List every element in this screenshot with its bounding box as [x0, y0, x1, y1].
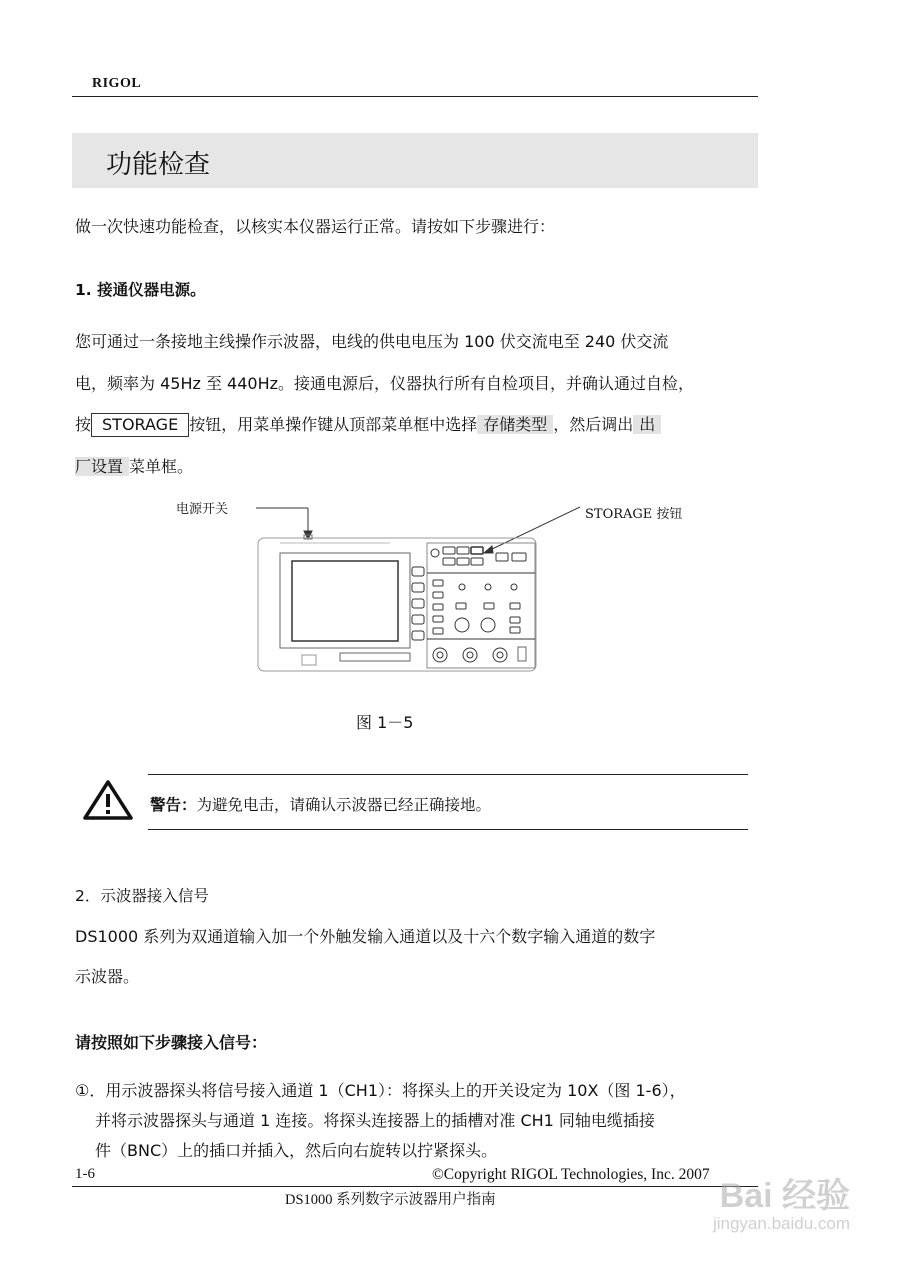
- menu-factory-part-b: 厂设置: [75, 457, 129, 476]
- step2-item1-line2: 并将示波器探头与通道 1 连接。将探头连接器上的插槽对准 CH1 同轴电缆插接: [95, 1111, 655, 1130]
- ch2-bnc: [463, 648, 477, 662]
- oscilloscope-figure: [240, 495, 590, 680]
- brand-header: RIGOL: [92, 76, 142, 91]
- step2-item1-line3: 件（BNC）上的插口并插入，然后向右旋转以拧紧探头。: [95, 1141, 498, 1160]
- watermark-brand: Bai 经验: [719, 1177, 850, 1215]
- warning-message: 为避免电击，请确认示波器已经正确接地。: [196, 796, 492, 814]
- warning-rule-bottom: [148, 829, 748, 830]
- label-power-switch: 电源开关: [176, 502, 229, 517]
- copyright: ©Copyright RIGOL Technologies, Inc. 2007: [432, 1166, 710, 1183]
- warning-text: [150, 793, 491, 815]
- step2-line1: DS1000 系列为双通道输入加一个外触发输入通道以及十六个数字输入通道的数字: [75, 927, 656, 946]
- step1-line3-b: 按钮，用菜单操作键从顶部菜单框中选择: [189, 415, 478, 434]
- digital-port: [340, 653, 410, 661]
- guide-title: DS1000 系列数字示波器用户指南: [285, 1192, 496, 1208]
- step2-heading: 2．示波器接入信号: [75, 887, 209, 905]
- step1-line3-c: ，然后调出: [553, 415, 634, 434]
- label-storage-button: STORAGE 按钮: [585, 507, 683, 522]
- figure-caption: 图 1－5: [356, 713, 414, 732]
- step1-line1: 您可通过一条接地主线操作示波器，电线的供电电压为 100 伏交流电至 240 伏交流: [75, 332, 669, 351]
- footer-rule: [72, 1186, 758, 1187]
- step2-subheading: 请按照如下步骤接入信号：: [75, 1033, 268, 1052]
- step1-line4: [75, 448, 765, 486]
- storage-callout-line: [488, 507, 580, 551]
- step1-line3: [75, 406, 765, 444]
- watermark: [712, 1168, 850, 1233]
- step1-line4-b: 菜单框。: [129, 457, 194, 476]
- watermark-url: jingyan.baidu.com: [712, 1214, 850, 1233]
- ext-trig-bnc: [493, 648, 507, 662]
- scope-screen: [292, 561, 398, 641]
- step1-heading: 1. 接通仪器电源。: [75, 281, 206, 299]
- storage-key: [471, 547, 483, 554]
- storage-button-label: STORAGE: [91, 413, 189, 437]
- header-rule: [72, 96, 758, 97]
- warning-rule-top: [148, 774, 748, 775]
- ch1-bnc: [433, 648, 447, 662]
- scope-screen-bezel: [280, 553, 410, 648]
- menu-factory-part-a: 出: [633, 415, 661, 434]
- storage-callout-arrowhead: [484, 546, 493, 553]
- page-number: 1-6: [75, 1166, 95, 1182]
- step2-line2: 示波器。: [75, 967, 140, 986]
- step1-line3-a: 按: [75, 415, 92, 434]
- step2-item1-line1: ①．用示波器探头将信号接入通道 1（CH1）：将探头上的开关设定为 10X（图 1-6），: [75, 1081, 686, 1100]
- warning-icon: [82, 779, 134, 821]
- warning-label: 警告：: [150, 796, 197, 814]
- step1-line2: 电，频率为 45Hz 至 440Hz。接通电源后，仪器执行所有自检项目，并确认通过自检，: [75, 374, 695, 393]
- menu-storage-type: 存储类型: [477, 415, 553, 434]
- page-title: 功能检查: [106, 150, 211, 180]
- intro-paragraph: 做一次快速功能检查，以核实本仪器运行正常。请按如下步骤进行：: [75, 217, 556, 236]
